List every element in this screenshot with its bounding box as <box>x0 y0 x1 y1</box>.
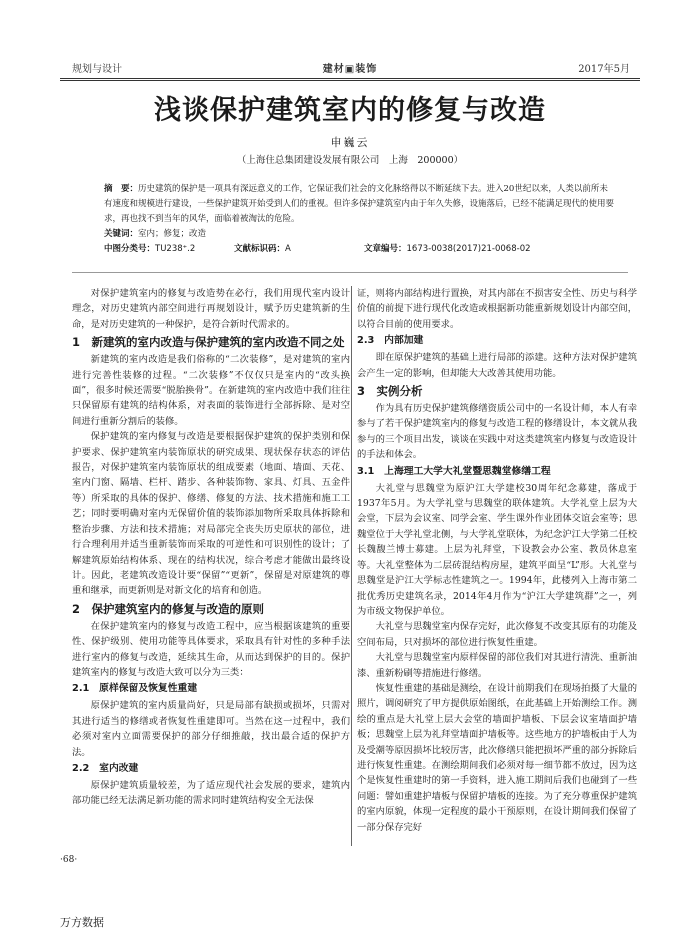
section-1-paragraph-1: 新建筑的室内改造是我们俗称的“二次装修”，是对建筑的室内进行完善性装修的过程。“二次装修”不仅仅只是室内的“改头换面”，很多时候还需要“脱胎换骨”。在新建筑的室内改造中我们往往只保留原有建筑的结构体系，对表面的装饰进行全部拆除、是对空间进行重新分割后的装修。 <box>72 354 350 427</box>
document-code: 文献标识码：A <box>234 244 291 254</box>
article-title: 浅谈保护建筑室内的修复与改造 <box>154 95 546 126</box>
section-2-3-paragraph: 即在原保护建筑的基础上进行局部的添建。这种方法对保护建筑会产生一定的影响，但却能大大改善其使用功能。 <box>357 352 637 379</box>
author-name: 申巍云 <box>330 136 370 149</box>
header-rule-secondary <box>60 80 640 81</box>
author-affiliation: （上海住总集团建设发展有限公司 上海 200000） <box>236 155 464 166</box>
column-divider <box>351 286 352 846</box>
section-2-2-paragraph: 原保护建筑质量较差，为了适应现代社会发展的要求，建筑内部功能已经无法满足新功能的需求同时建筑结构安全无法保 <box>72 779 350 807</box>
abstract-separator <box>72 272 628 273</box>
abstract-block <box>104 182 616 257</box>
running-header-section: 规划与设计 <box>72 64 122 75</box>
section-2-3-heading: 2.3 内部加建 <box>357 335 424 347</box>
issue-date: 2017年5月 <box>578 64 630 75</box>
section-3-1-heading: 3.1 上海理工大学大礼堂暨思魏堂修缮工程 <box>357 465 551 477</box>
clc-number: 中图分类号：TU238⁺.2 <box>104 244 196 254</box>
classification-line <box>104 242 616 257</box>
section-2-1-paragraph: 原保护建筑的室内质量尚好，只是局部有缺损或损坏，只需对其进行适当的修缮或者恢复性重建即可。当然在这一过程中，我们必须对室内立面需要保护的部分仔细推敲，找出最合适的保护方法。 <box>72 700 350 758</box>
section-3-1-paragraph-1: 大礼堂与思魏堂为原沪江大学建校30周年纪念募建，落成于1937年5月。为大学礼堂与思魏堂的联体建筑。大学礼堂上层为大会堂，下层为会议室、同学会室、学生课外作业团体交谊会室等；思魏堂位于大学礼堂北侧，与大学礼堂联体，为纪念沪江大学第二任校长魏馥兰博士募建。上层为礼拜堂，下设教会办公室、教员休息室等。大礼堂整体为二层砖混结构房屋，建筑平面呈“L”形。大礼堂与思魏堂是沪江大学标志性建筑之一。1994年，此楼列入上海市第二批优秀历史建筑名录，2014年4月作为“沪江大学建筑群”之一，列为市级文物保护单位。 <box>357 482 637 617</box>
section-3-1-paragraph-4: 恢复性重建的基础是测绘，在设计前期我们在现场拍摄了大量的照片，调阅研究了甲方提供原始图纸，在此基础上开始测绘工作。测绘的重点是大礼堂上层大会堂的墙面护墙板、下层会议室墙面护墙板；思魏堂上层为礼拜堂墙面护墙板等。这些地方的护墙板由于人为及受潮等原因损坏比较厉害，此次修缮只能把损坏严重的部分拆除后进行恢复性重建。在测绘期间我们必须对每一细节都不放过，因为这个是恢复性重建时的第一手资料，进入施工期间后我们也碰到了一些问题：譬如重建护墙板与保留护墙板的连接。为了充分尊重保护建筑的室内原貌，体现一定程度的最小干预原则，在设计期间我们保留了一部分保存完好 <box>357 682 637 833</box>
section-2-2-heading: 2.2 室内改建 <box>72 762 139 774</box>
abstract <box>104 182 616 227</box>
continued-paragraph: 证，则将内部结构进行置换，对其内部在不损害安全性、历史与科学价值的前提下进行现代化改造或根据新功能重新规划设计内部空间，以符合目前的使用要求。 <box>357 288 637 330</box>
page-number: ·68· <box>60 855 78 865</box>
journal-name: 建材▣装饰 <box>322 64 378 75</box>
section-3-heading: 3 实例分析 <box>357 384 423 399</box>
keywords-label: 关键词： <box>104 229 139 239</box>
keywords <box>104 227 616 242</box>
abstract-label: 摘 要： <box>104 184 139 194</box>
header-rule <box>60 78 640 79</box>
abstract-text: 历史建筑的保护是一项具有深远意义的工作，它保证我们社会的文化脉络得以不断延续下去。进入20世纪以来，人类以前所未有速度和规模进行建设，一些保护建筑开始受到人们的重视。但许多保护建筑室内由于年久失修，设施落后，已经不能满足现代的使用要求，再也找不到当年的风华，面临着被淘汰的危险。 <box>104 184 615 224</box>
article-number: 文章编号：1673-0038(2017)21-0068-02 <box>364 244 531 254</box>
section-2-paragraph: 在保护建筑室内的修复与改造工程中，应当根据该建筑的重要性、保护级别、使用功能等具体要求，采取具有针对性的多种手法进行室内的修复与改造，延续其生命，从而达到保护的目的。保护建筑室内的修复与改造大致可以分为三类： <box>72 620 350 678</box>
footer-watermark: 万方数据 <box>60 916 104 929</box>
keywords-text: 室内；修复；改造 <box>138 229 207 239</box>
left-column <box>72 286 350 809</box>
section-2-heading: 2 保护建筑室内的修复与改造的原则 <box>72 601 264 616</box>
section-3-1-paragraph-2: 大礼堂与思魏堂室内保存完好，此次修复不改变其原有的功能及空间布局，只对损坏的部位进行恢复性重建。 <box>357 621 637 648</box>
section-3-paragraph: 作为具有历史保护建筑修缮资质公司中的一名设计师，本人有幸参与了若干保护建筑室内的修复与改造工程的修缮设计，本文就从我参与的三个项目出发，谈谈在实践中对这类建筑室内修复与改造设计的手法和体会。 <box>357 403 637 461</box>
right-column <box>357 286 637 835</box>
section-1-heading: 1 新建筑的室内改造与保护建筑的室内改造不同之处 <box>72 335 345 350</box>
section-1-paragraph-2: 保护建筑的室内修复与改造是要根据保护建筑的保护类别和保护要求、保护建筑室内装饰原状的研究成果、现状保存状态的评估报告，对保护建筑室内装饰原状的组成要素（地面、墙面、天花、室内门窗、隔墙、栏杆、踏步、各种装饰物、家具、灯具、五金件等）所采取的具体的保护、修缮、修复的方法、技术措施和施工工艺；同时要明确对室内无保留价值的装饰添加物所采取具体拆除和整治步骤、方法和技术措施；对局部完全丧失历史原状的部位，进行合理利用并适当重新装饰而采取的可逆性和可识别性的设计；了解建筑原始结构体系、现在的结构状况，综合考虑才能做出最终设计。因此，老建筑改造设计要“保留”“更新”，保留是对原建筑的尊重和继承，而更新则是对新文化的培育和创造。 <box>72 431 350 597</box>
intro-paragraph: 对保护建筑室内的修复与改造势在必行，我们用现代室内设计理念，对历史建筑内部空间进行再规划设计，赋予历史建筑新的生命，是对历史建筑的一种保护，是符合新时代需求的。 <box>72 288 350 330</box>
section-3-1-paragraph-3: 大礼堂与思魏堂室内原样保留的部位我们对其进行清洗、重新油漆、重新粉刷等措施进行修缮。 <box>357 652 637 679</box>
section-2-1-heading: 2.1 原样保留及恢复性重建 <box>72 683 198 695</box>
